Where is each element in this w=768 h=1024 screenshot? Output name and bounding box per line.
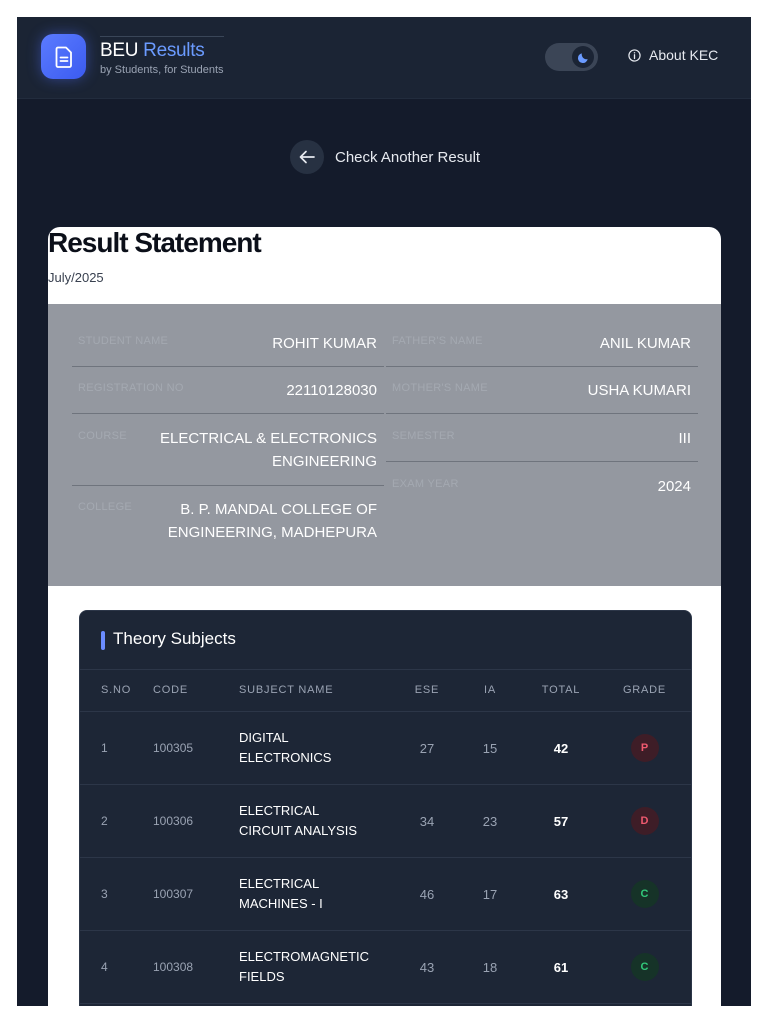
subject-line-2: ELECTRONICS [239, 750, 332, 765]
exam-year-label: EXAM YEAR [392, 478, 459, 490]
student-info [48, 304, 721, 586]
exam-year-value: 2024 [657, 478, 691, 495]
college-label: COLLEGE [78, 501, 133, 513]
table-row [80, 931, 691, 1004]
grade-badge: D [631, 807, 659, 835]
subject-line-2: MACHINES - I [239, 896, 323, 911]
result-card [48, 227, 721, 1006]
row-grade [598, 785, 691, 858]
father-name-value: ANIL KUMAR [599, 335, 691, 352]
course-label: COURSE [78, 430, 127, 442]
semester-field [386, 430, 698, 462]
subject-line-1: ELECTRICAL [239, 803, 320, 818]
row-ia: 17 [456, 858, 524, 931]
arrow-left-icon [299, 150, 315, 164]
semester-value: III [678, 430, 691, 447]
theory-subjects-header [80, 611, 691, 670]
row-subject [238, 712, 398, 785]
table-header-row [80, 669, 691, 712]
row-sno: 3 [80, 858, 152, 931]
subject-line-1: DIGITAL [239, 730, 289, 745]
registration-field [72, 382, 384, 414]
brand-title [100, 40, 224, 62]
student-name-field [72, 335, 384, 367]
table-row [80, 712, 691, 785]
row-sno: 1 [80, 712, 152, 785]
row-ia: 18 [456, 931, 524, 1004]
toggle-knob [572, 46, 594, 68]
grade-badge: C [631, 953, 659, 981]
row-sno: 4 [80, 931, 152, 1004]
row-sno: 2 [80, 785, 152, 858]
brand-accent: Results [143, 40, 205, 61]
row-code: 100306 [152, 785, 238, 858]
subject-line-1: ELECTROMAGNETIC [239, 949, 370, 964]
section-accent-bar [101, 631, 105, 650]
row-ese: 27 [398, 712, 456, 785]
result-session: July/2025 [48, 270, 104, 285]
student-name-value: ROHIT KUMAR [272, 335, 377, 352]
row-total: 57 [524, 785, 598, 858]
col-ese: ESE [398, 669, 456, 712]
row-ia: 23 [456, 785, 524, 858]
student-name-label: STUDENT NAME [78, 335, 169, 347]
row-subject [238, 858, 398, 931]
app-frame [17, 17, 751, 1006]
row-code: 100307 [152, 858, 238, 931]
mother-name-value: USHA KUMARI [587, 382, 691, 399]
row-subject [238, 785, 398, 858]
app-header [17, 17, 751, 99]
course-value: ELECTRICAL & ELECTRONICS ENGINEERING [160, 430, 377, 470]
exam-year-field [386, 478, 698, 509]
about-link[interactable] [628, 47, 718, 63]
logo[interactable] [41, 34, 86, 79]
theory-subjects-table [80, 669, 691, 1004]
row-total: 61 [524, 931, 598, 1004]
college-value: B. P. MANDAL COLLEGE OF ENGINEERING, MADHEPURA [167, 501, 377, 541]
brand-tagline: by Students, for Students [100, 64, 224, 76]
college-field [72, 501, 384, 561]
grade-badge: C [631, 880, 659, 908]
table-row [80, 785, 691, 858]
course-field [72, 430, 384, 486]
col-total: TOTAL [524, 669, 598, 712]
semester-label: SEMESTER [392, 430, 455, 442]
father-name-label: FATHER'S NAME [392, 335, 483, 347]
col-sno: S.NO [80, 669, 152, 712]
table-row [80, 858, 691, 931]
mother-name-field [386, 382, 698, 414]
row-ese: 46 [398, 858, 456, 931]
theory-subjects-panel [79, 610, 692, 1006]
document-icon [54, 46, 74, 68]
col-grade: GRADE [598, 669, 691, 712]
row-grade [598, 858, 691, 931]
row-total: 63 [524, 858, 598, 931]
row-ese: 34 [398, 785, 456, 858]
col-ia: IA [456, 669, 524, 712]
subject-line-1: ELECTRICAL [239, 876, 320, 891]
row-subject [238, 931, 398, 1004]
father-name-field [386, 335, 698, 367]
theme-toggle[interactable] [545, 43, 598, 71]
result-title: Result Statement [48, 227, 261, 258]
row-grade [598, 712, 691, 785]
subject-line-2: CIRCUIT ANALYSIS [239, 823, 357, 838]
col-code: CODE [152, 669, 238, 712]
theory-subjects-title: Theory Subjects [113, 629, 236, 648]
info-icon [628, 49, 641, 62]
registration-label: REGISTRATION NO [78, 382, 184, 394]
moon-icon [577, 51, 590, 64]
col-subject: SUBJECT NAME [238, 669, 398, 712]
brand [100, 36, 224, 77]
grade-badge: P [631, 734, 659, 762]
row-total: 42 [524, 712, 598, 785]
subject-line-2: FIELDS [239, 969, 285, 984]
row-ia: 15 [456, 712, 524, 785]
row-ese: 43 [398, 931, 456, 1004]
back-button-circle [290, 140, 324, 174]
brand-main: BEU [100, 40, 139, 61]
row-grade [598, 931, 691, 1004]
registration-value: 22110128030 [286, 382, 377, 399]
mother-name-label: MOTHER'S NAME [392, 382, 488, 394]
row-code: 100305 [152, 712, 238, 785]
row-code: 100308 [152, 931, 238, 1004]
check-another-result-button[interactable] [290, 140, 480, 174]
about-label: About KEC [649, 47, 719, 63]
back-label: Check Another Result [335, 148, 481, 166]
